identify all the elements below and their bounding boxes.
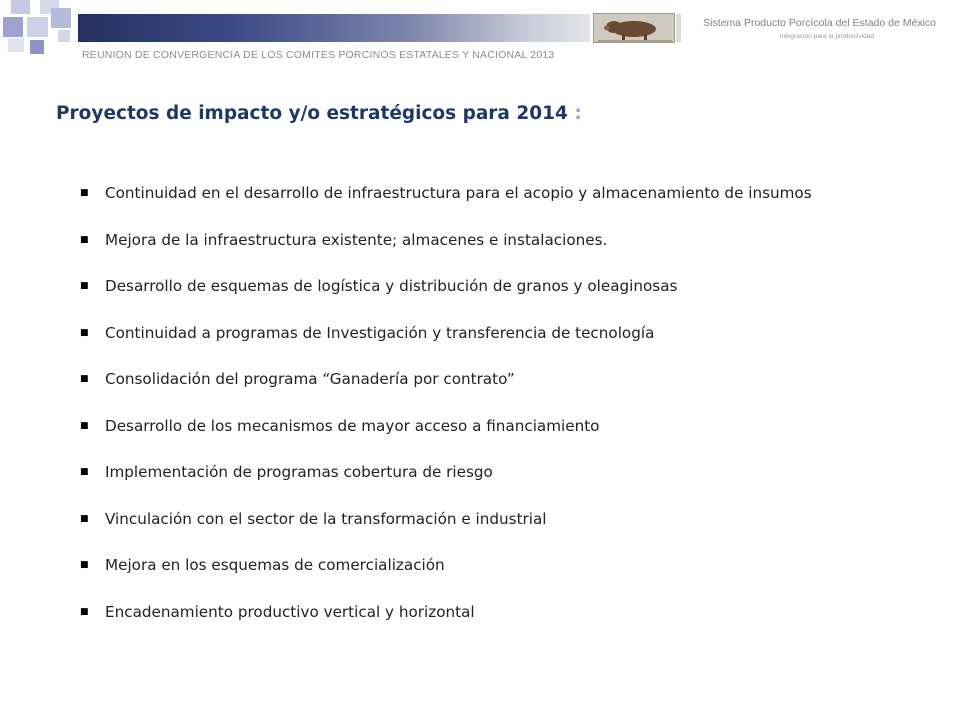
list-item-text: Mejora de la infraestructura existente; almacenes e instalaciones. xyxy=(105,230,608,249)
bullet-icon: ■ xyxy=(80,560,89,570)
slide-heading-colon: : xyxy=(574,103,582,124)
bullet-icon: ■ xyxy=(80,467,89,477)
list-item-text: Consolidación del programa “Ganadería por contrato” xyxy=(105,370,515,388)
list-item-text: Implementación de programas cobertura de riesgo xyxy=(105,463,493,481)
bullet-icon: ■ xyxy=(80,420,89,431)
organization-tagline: Integración para la productividad xyxy=(779,33,874,40)
header-bar xyxy=(78,14,590,42)
list-item xyxy=(80,601,812,648)
deco-square xyxy=(58,30,70,42)
list-item xyxy=(80,554,812,601)
bullet-icon: ■ xyxy=(80,234,89,245)
deco-square xyxy=(3,17,23,37)
list-item-text: Encadenamiento productivo vertical y horizontal xyxy=(105,602,475,621)
list-item-text: Continuidad en el desarrollo de infraestructura para el acopio y almacenamiento de insumos xyxy=(105,184,812,202)
deco-square xyxy=(11,0,30,14)
deco-square xyxy=(51,8,71,28)
list-item xyxy=(80,461,812,508)
bullet-list xyxy=(80,182,812,647)
list-item xyxy=(80,229,812,276)
bullet-icon: ■ xyxy=(80,374,89,384)
list-item xyxy=(80,368,812,415)
list-item xyxy=(80,415,812,462)
list-item xyxy=(80,182,812,229)
list-item-text: Continuidad a programas de Investigación y transferencia de tecnología xyxy=(105,323,655,342)
slide-heading xyxy=(56,103,582,124)
organization-title: Sistema Producto Porcícola del Estado de México xyxy=(703,17,936,29)
slide-heading-text: Proyectos de impacto y/o estratégicos para 2014 xyxy=(56,103,568,124)
header-divider xyxy=(676,14,681,42)
pig-logo-icon xyxy=(594,14,675,43)
bullet-icon: ■ xyxy=(80,513,89,524)
deco-square xyxy=(27,17,48,37)
deco-square xyxy=(30,40,44,54)
bullet-icon: ■ xyxy=(80,327,89,338)
list-item xyxy=(80,508,812,555)
meeting-title: REUNION DE CONVERGENCIA DE LOS COMITES PORCINOS ESTATALES Y NACIONAL 2013 xyxy=(82,49,555,61)
bullet-icon: ■ xyxy=(80,606,89,617)
bullet-icon: ■ xyxy=(80,281,89,291)
deco-square xyxy=(8,38,24,52)
list-item-text: Desarrollo de esquemas de logística y distribución de granos y oleaginosas xyxy=(105,277,678,295)
list-item xyxy=(80,275,812,322)
list-item xyxy=(80,322,812,369)
logo xyxy=(593,13,675,43)
list-item-text: Desarrollo de los mecanismos de mayor acceso a financiamiento xyxy=(105,416,600,435)
bullet-icon: ■ xyxy=(80,188,89,198)
list-item-text: Vinculación con el sector de la transformación e industrial xyxy=(105,509,547,528)
list-item-text: Mejora en los esquemas de comercialización xyxy=(105,556,445,574)
